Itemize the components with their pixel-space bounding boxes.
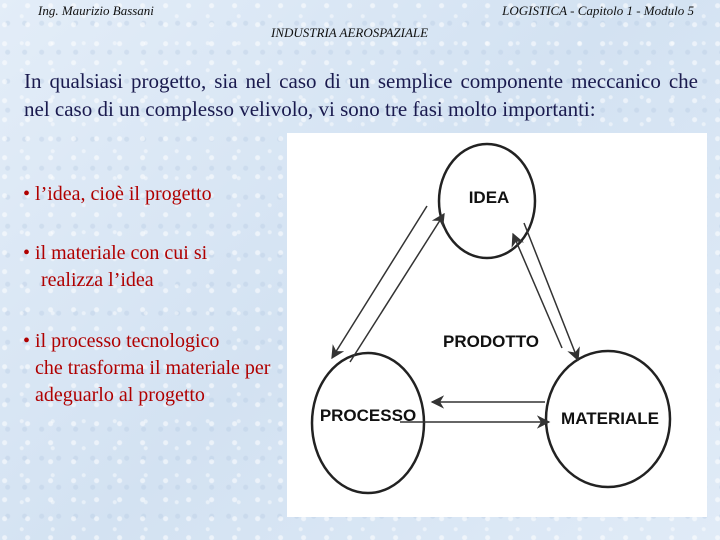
idea-label: IDEA: [468, 188, 510, 207]
bullet-text-continuation: realizza l’idea: [41, 269, 154, 291]
bullet-text: il materiale con cui si: [35, 242, 208, 264]
section-subtitle: INDUSTRIA AEROSPAZIALE: [271, 25, 429, 40]
course-header: LOGISTICA - Capitolo 1 - Modulo 5: [502, 3, 694, 18]
prodotto-label: PRODOTTO: [442, 332, 540, 351]
phases-diagram: [287, 133, 707, 517]
bullet-processo: [23, 328, 288, 409]
bullet-symbol: •: [23, 183, 31, 205]
processo-label: PROCESSO: [319, 406, 417, 425]
intro-paragraph: In qualsiasi progetto, sia nel caso di un semplice componente meccanico che nel caso di un complesso velivolo, vi sono tre fasi molto importanti:: [24, 69, 698, 121]
arrow-materiale-idea: [513, 234, 562, 348]
author-header: Ing. Maurizio Bassani: [38, 3, 154, 18]
bullet-text: l’idea, cioè il progetto: [35, 183, 212, 205]
bullet-symbol: •: [23, 330, 31, 352]
arrow-idea-processo: [332, 206, 427, 358]
bullet-text-continuation: che trasforma il materiale per adeguarlo al progetto: [35, 357, 271, 406]
bullet-materiale: [23, 240, 207, 294]
arrow-processo-idea: [350, 214, 444, 362]
bullet-symbol: •: [23, 242, 31, 264]
bullet-text: il processo tecnologico: [35, 330, 220, 352]
bullet-idea: [23, 181, 212, 208]
materiale-label: MATERIALE: [561, 409, 659, 428]
